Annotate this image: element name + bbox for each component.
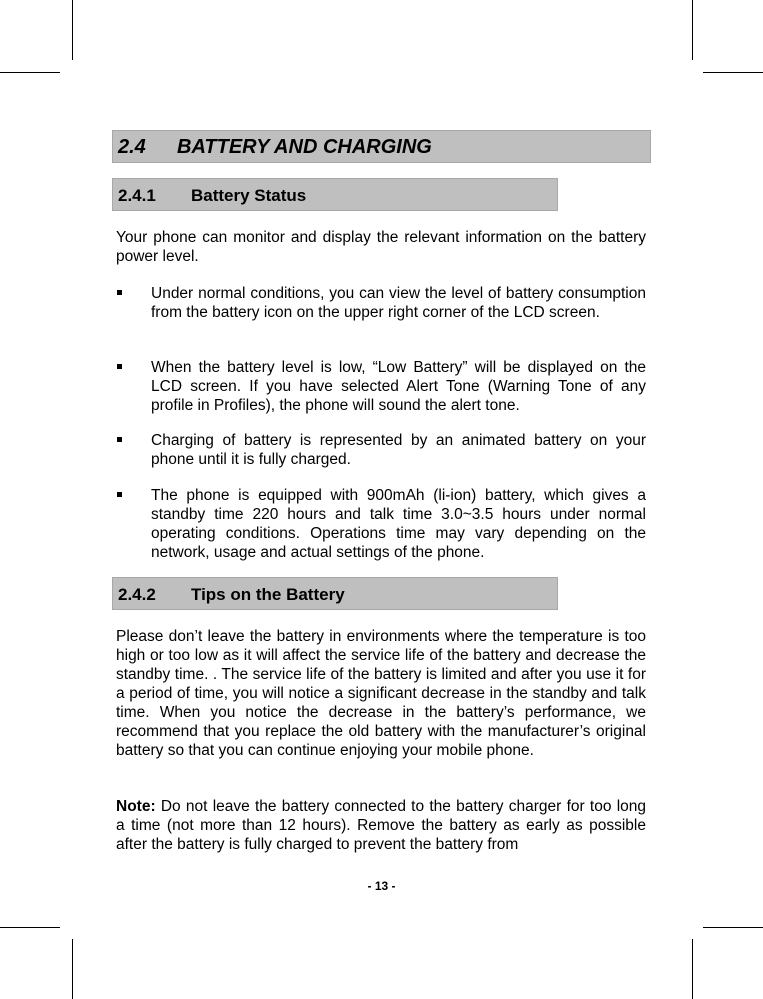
section-number: 2.4 bbox=[118, 136, 146, 158]
bullet-icon bbox=[117, 492, 122, 497]
list-item bbox=[116, 431, 646, 469]
bullet-icon bbox=[117, 437, 122, 442]
subsection-number: 2.4.1 bbox=[118, 186, 156, 205]
crop-mark bbox=[703, 927, 763, 928]
crop-mark bbox=[72, 939, 73, 999]
subsection-heading bbox=[112, 577, 558, 610]
note-paragraph bbox=[116, 797, 646, 854]
list-item bbox=[116, 358, 646, 415]
subsection-title: Battery Status bbox=[191, 186, 307, 205]
list-item-text: Charging of battery is represented by an animated battery on your phone until it is fully charged. bbox=[151, 432, 646, 468]
page-number: - 13 - bbox=[367, 879, 396, 893]
subsection-title: Tips on the Battery bbox=[191, 585, 345, 604]
section-title: BATTERY AND CHARGING bbox=[177, 136, 432, 158]
intro-paragraph: Your phone can monitor and display the relevant information on the battery power level. bbox=[116, 229, 646, 265]
list-item bbox=[116, 284, 646, 322]
crop-mark bbox=[0, 927, 60, 928]
crop-mark bbox=[692, 939, 693, 999]
bullet-icon bbox=[117, 364, 122, 369]
bullet-icon bbox=[117, 290, 122, 295]
note-text: Do not leave the battery connected to the battery charger for too long a time (not more than 12 hours). Remove the battery as early as possible after the battery is fully charged to prevent the battery from bbox=[116, 798, 646, 853]
list-item-text: Under normal conditions, you can view the level of battery consumption from the battery icon on the upper right corner of the LCD screen. bbox=[151, 285, 646, 321]
crop-mark bbox=[703, 72, 763, 73]
tips-paragraph: Please don’t leave the battery in environments where the temperature is too high or too low as it will affect the service life of the battery and decrease the standby time. . The service life of the battery is limited and after you use it for a period of time, you will notice a significant decrease in the standby and talk time. When you notice the decrease in the battery’s performance, we recommend that you replace the old battery with the manufacturer’s original battery so that you can continue enjoying your mobile phone. bbox=[116, 628, 646, 759]
crop-mark bbox=[72, 0, 73, 60]
subsection-number: 2.4.2 bbox=[118, 585, 156, 604]
crop-mark bbox=[692, 0, 693, 60]
subsection-heading bbox=[112, 178, 558, 211]
list-item-text: When the battery level is low, “Low Battery” will be displayed on the LCD screen. If you have selected Alert Tone (Warning Tone of any profile in Profiles), the phone will sound the alert tone. bbox=[151, 359, 646, 414]
section-heading bbox=[112, 130, 651, 163]
note-label: Note: bbox=[116, 798, 156, 815]
list-item-text: The phone is equipped with 900mAh (li-ion) battery, which gives a standby time 220 hours and talk time 3.0~3.5 hours under normal operating conditions. Operations time may vary depending on the network, usage and actual settings of the phone. bbox=[151, 487, 646, 561]
list-item bbox=[116, 486, 646, 562]
crop-mark bbox=[0, 72, 60, 73]
